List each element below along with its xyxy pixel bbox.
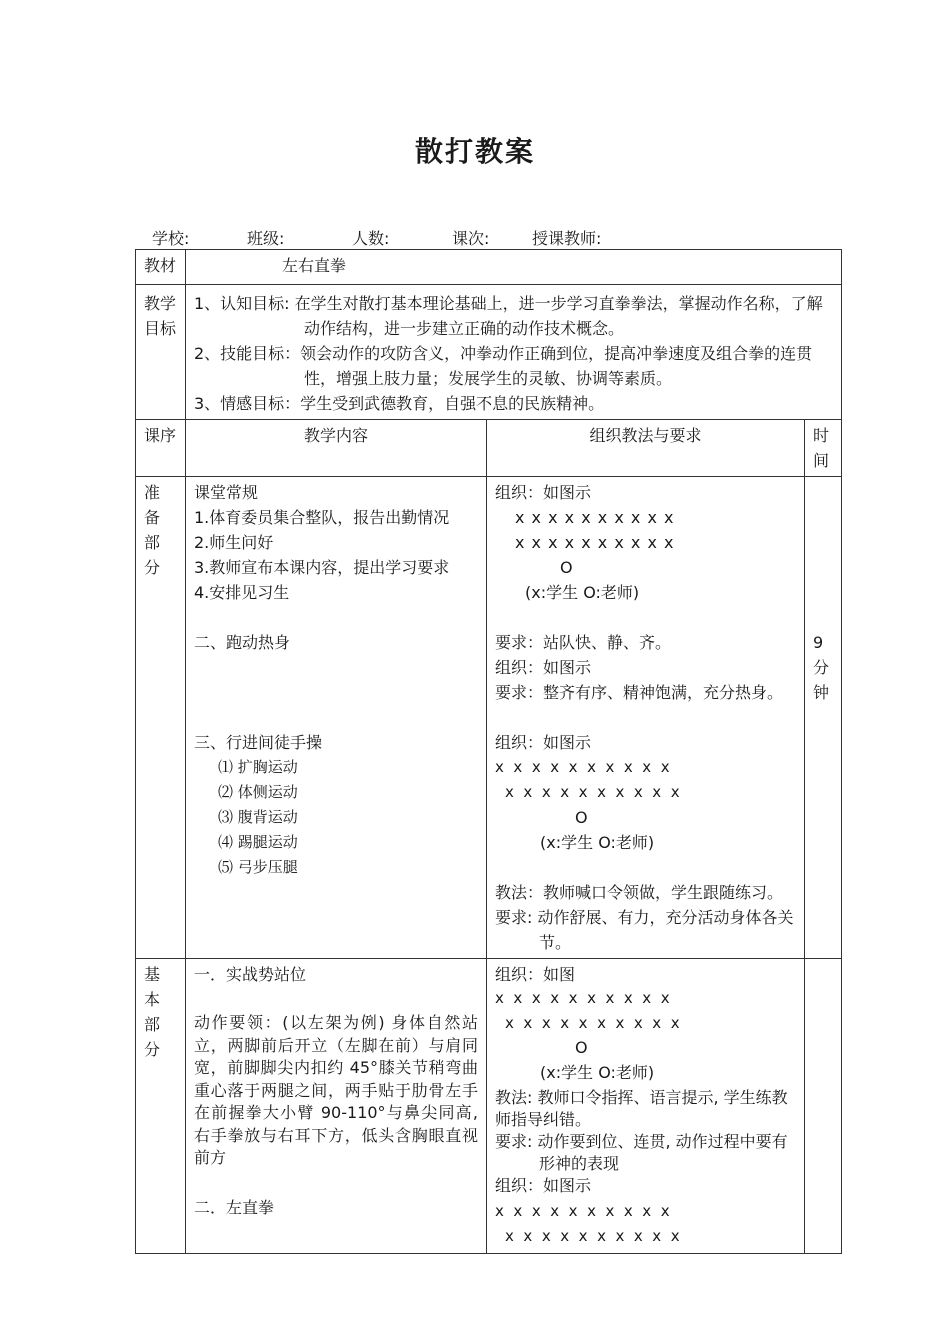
header-content: 教学内容 (186, 420, 487, 477)
basic-method: 组织：如图 x x x x x x x x x x x x x x x x x x x x O (x:学生 O:老师) 教法: 教师口令指挥、语言提示, 学生练教师指导纠错。 要求: 动作要到位、连贯, 动作过程中要有形神的表现 组织：如图示 x x x x x x x x x x x x x x x x x x x x (487, 959, 805, 1254)
exercise-item: ⑸ 弓步压腿 (218, 858, 298, 876)
page-title: 散打教案 (414, 135, 535, 168)
basic-content (186, 959, 487, 1254)
goal-skill: 2、技能目标：领会动作的攻防含义，冲拳动作正确到位，提高冲拳速度及组合拳的连贯 (194, 344, 813, 363)
exercise-title: 三、行进间徒手操 (194, 733, 323, 752)
formation-row: x x x x x x x x x x (515, 533, 675, 552)
formation-row: x x x x x x x x x x (515, 508, 675, 527)
school-label: 学校: (152, 229, 190, 248)
teacher-mark: O (575, 808, 588, 827)
goal-skill-cont: 性，增强上肢力量；发展学生的灵敏、协调等素质。 (304, 369, 673, 388)
routine-item: 2.师生问好 (194, 533, 274, 552)
routine-item: 4.安排见习生 (194, 583, 290, 602)
formation-legend: (x:学生 O:老师) (525, 583, 640, 602)
goals-row (136, 285, 842, 420)
exercise-item: ⑷ 踢腿运动 (218, 833, 298, 851)
warmup-title: 二、跑动热身 (194, 633, 291, 652)
formation-row: x x x x x x x x x x (495, 758, 670, 776)
formation-row: x x x x x x x x x x (495, 989, 670, 1007)
basic-time (805, 959, 842, 1254)
material-value: 左右直拳 (186, 250, 842, 285)
prep-time: 9 分 钟 (805, 477, 842, 959)
routine-item: 1.体育委员集合整队，报告出勤情况 (194, 508, 450, 527)
formation-row: x x x x x x x x x x (505, 1227, 680, 1245)
count-label: 人数: (352, 229, 390, 248)
teacher-mark: O (560, 558, 573, 577)
lesson-label: 课次: (452, 229, 490, 248)
stance-title: 一．实战势站位 (194, 965, 307, 984)
basic-label: 基 本 部 分 (136, 959, 186, 1254)
exercise-item: ⑴ 扩胸运动 (218, 758, 298, 776)
formation-legend: (x:学生 O:老师) (540, 1063, 655, 1082)
formation-legend: (x:学生 O:老师) (540, 833, 655, 852)
prep-label: 准 备 部 分 (136, 477, 186, 959)
goals-content (186, 285, 842, 420)
material-label: 教材 (136, 250, 186, 285)
formation-row: x x x x x x x x x x (505, 1014, 680, 1032)
goal-cognitive-cont: 动作结构，进一步建立正确的动作技术概念。 (304, 319, 625, 338)
stance-essentials: 动作要领：(以左架为例) 身体自然站立，两脚前后开立（左脚在前）与肩同宽，前脚脚尖内扣约 45°膝关节稍弯曲重心落于两腿之间，两手贴于肋骨左手在前握拳大小臂 90-110°与鼻尖同高, 右手拳放与右耳下方，低头含胸眼直视前方 (194, 1013, 478, 1167)
routine-title: 课堂常规 (194, 483, 259, 502)
class-label: 班级: (247, 229, 285, 248)
prep-section-row (136, 477, 842, 959)
header-row (136, 420, 842, 477)
teacher-mark: O (575, 1038, 588, 1057)
formation-row: x x x x x x x x x x (505, 783, 680, 801)
exercise-item: ⑶ 腹背运动 (218, 808, 298, 826)
teacher-label: 授课教师: (532, 229, 602, 248)
prep-method: 组织：如图示 x x x x x x x x x x x x x x x x x x x x O (x:学生 O:老师) 要求：站队快、静、齐。 组织：如图示 要求：整齐有序、精神饱满，充分热身。 组织：如图示 x x x x x x x x x x x x x x x x x x x x O (x:学生 O:老师) 教法：教师喊口令领做，学生跟随练习。 要求: 动作舒展、有力，充分活动身体各关节。 (487, 477, 805, 959)
prep-content (186, 477, 487, 959)
goals-label: 教学 目标 (136, 285, 186, 420)
header-order: 课序 (136, 420, 186, 477)
header-method: 组织教法与要求 (487, 420, 805, 477)
left-punch-title: 二．左直拳 (194, 1197, 275, 1217)
lesson-plan-table (135, 249, 842, 1254)
routine-item: 3.教师宣布本课内容，提出学习要求 (194, 558, 450, 577)
goal-emotion: 3、情感目标：学生受到武德教育，自强不息的民族精神。 (194, 394, 605, 413)
formation-row: x x x x x x x x x x (495, 1202, 670, 1220)
basic-section-row (136, 959, 842, 1254)
exercise-item: ⑵ 体侧运动 (218, 783, 298, 801)
header-time: 时 间 (805, 420, 842, 477)
material-row (136, 250, 842, 285)
goal-cognitive: 1、认知目标: 在学生对散打基本理论基础上，进一步学习直拳拳法，掌握动作名称，了解 (194, 294, 823, 313)
